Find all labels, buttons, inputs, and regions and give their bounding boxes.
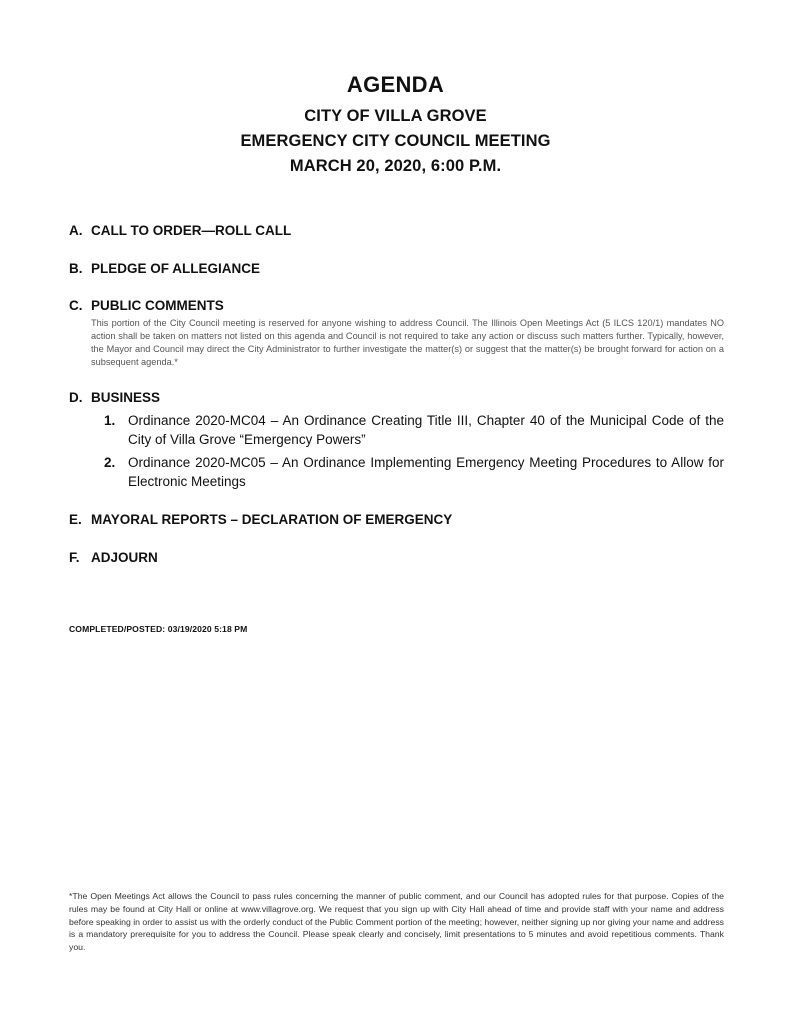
item-label: CALL TO ORDER—ROLL CALL — [91, 223, 292, 238]
business-item-number: 1. — [104, 413, 116, 428]
agenda-item-mayoral-reports — [69, 511, 724, 529]
agenda-item-call-to-order — [69, 222, 724, 240]
meeting-name: EMERGENCY CITY COUNCIL MEETING — [240, 132, 551, 150]
city-name: CITY OF VILLA GROVE — [304, 107, 487, 125]
item-label: ADJOURN — [91, 550, 158, 565]
agenda-item-public-comments — [69, 297, 724, 369]
item-letter: C. — [69, 298, 83, 313]
agenda-items — [69, 222, 724, 587]
business-item — [104, 411, 724, 449]
item-label: PLEDGE OF ALLEGIANCE — [91, 261, 261, 276]
item-letter: E. — [69, 512, 82, 527]
footnote: *The Open Meetings Act allows the Council to pass rules concerning the manner of public comment, and our Council has adopted rules for that purpose. Copies of the rules may be found at City Hall or online at www.villagrove.org. We request that you sign up with City Hall ahead of time and provide staff with your name and address before speaking in order to assist us with the orderly conduct of the Public Comment portion of the meeting; however, neither signing up nor giving your name and address is a mandatory prerequisite for you to address the Council. Please speak clearly and concisely, limit presentations to 5 minutes and avoid repetitious comments. Thank you. — [69, 891, 724, 953]
posted-timestamp: COMPLETED/POSTED: 03/19/2020 5:18 PM — [69, 624, 248, 634]
business-item-text: Ordinance 2020-MC05 – An Ordinance Implementing Emergency Meeting Procedures to Allow for Electronic Meetings — [128, 455, 724, 489]
business-item — [104, 453, 724, 491]
public-comments-description: This portion of the City Council meeting is reserved for anyone wishing to address Council. The Illinois Open Meetings Act (5 ILCS 120/1) mandates NO action shall be taken on matters not listed on this agenda and Council is not required to take any action or discuss such matters further. Typically, however, the Mayor and Council may direct the City Administrator to further investigate the matter(s) or suggest that the matter(s) be brought forward for action on a subsequent agenda.* — [91, 318, 724, 367]
item-letter: D. — [69, 390, 83, 405]
meeting-date: MARCH 20, 2020, 6:00 P.M. — [289, 157, 502, 175]
item-letter: F. — [69, 550, 80, 565]
agenda-item-pledge — [69, 260, 724, 278]
page-title: AGENDA — [346, 72, 445, 97]
agenda-item-business — [69, 389, 724, 491]
item-letter: A. — [69, 223, 83, 238]
agenda-header — [0, 72, 791, 179]
item-label: MAYORAL REPORTS – DECLARATION OF EMERGENCY — [91, 512, 453, 527]
item-label: BUSINESS — [91, 390, 161, 405]
business-list — [104, 411, 724, 491]
agenda-item-adjourn — [69, 549, 724, 567]
business-item-text: Ordinance 2020-MC04 – An Ordinance Creating Title III, Chapter 40 of the Municipal Code of the City of Villa Grove “Emergency Powers” — [128, 413, 724, 447]
item-letter: B. — [69, 261, 83, 276]
business-item-number: 2. — [104, 455, 116, 470]
item-label: PUBLIC COMMENTS — [91, 298, 224, 313]
